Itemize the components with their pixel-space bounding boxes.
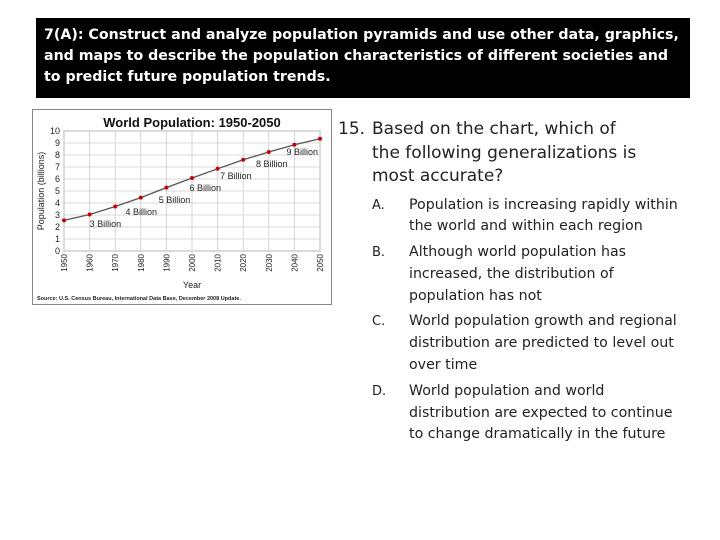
y-tick-label: 0 [54,246,60,256]
chart-canvas [33,110,331,304]
x-tick-label: 2020 [239,254,249,272]
population-point [267,150,271,154]
y-tick-label: 4 [54,198,60,208]
y-tick-label: 9 [54,138,60,148]
answer-option-c[interactable] [338,311,688,376]
y-tick-label: 7 [54,162,60,172]
y-tick-label: 6 [54,174,60,184]
y-tick-label: 10 [49,126,60,136]
standard-banner [36,18,690,98]
x-tick-label: 2040 [290,254,300,272]
chart-title: World Population: 1950-2050 [103,115,281,130]
option-letter: B. [372,245,386,261]
population-point [88,213,92,217]
milestone-label: 6 Billion [189,183,221,193]
question-block [338,118,688,450]
x-tick-label: 1960 [85,254,95,272]
milestone-label: 9 Billion [286,147,318,157]
population-point [139,196,143,200]
answer-options [338,195,688,447]
milestone-label: 3 Billion [89,219,122,229]
option-text: Although world population has increased, the distribution of population has not [409,244,627,304]
option-text: World population and world distribution are expected to continue to change dramatically in the future [409,382,673,443]
option-text: Population is increasing rapidly within the world and within each region [409,196,678,235]
x-tick-label: 1970 [111,254,121,272]
question-stem [338,118,688,189]
question-text: Based on the chart, which of the following generalizations is most accurate? [372,119,637,186]
x-tick-label: 2030 [264,253,274,272]
x-tick-label: 2050 [316,254,325,272]
answer-option-b[interactable] [338,242,688,307]
population-point [113,204,117,208]
y-tick-label: 1 [54,234,60,244]
population-point [318,137,322,141]
chart-x-axis-label: Year [182,280,202,290]
population-chart [32,109,332,305]
population-point [216,167,220,171]
option-letter: C. [372,314,386,330]
option-letter: A. [372,197,385,213]
population-point [62,218,66,222]
chart-y-axis-label: Population (billions) [36,151,46,231]
x-tick-label: 1990 [162,254,172,272]
standard-text: 7(A): Construct and analyze population pyramids and use other data, graphics, and maps to describe the population characteristics of different societies and to predict future population trends. [44,27,679,85]
y-tick-label: 5 [54,186,60,196]
milestone-label: 5 Billion [158,195,191,205]
milestone-label: 4 Billion [125,207,157,217]
option-text: World population growth and regional distribution are predicted to level out over time [409,313,677,374]
option-letter: D. [372,383,387,399]
population-point [190,176,194,180]
answer-option-d[interactable] [338,381,688,446]
y-tick-label: 8 [54,150,60,160]
y-tick-label: 3 [54,210,60,220]
question-number: 15. [338,119,366,139]
population-point [164,186,168,190]
x-tick-label: 2000 [188,254,197,272]
y-tick-label: 2 [54,222,60,232]
x-tick-label: 1980 [136,254,146,272]
milestone-label: 8 Billion [256,159,288,169]
milestone-label: 7 Billion [220,171,252,181]
x-tick-label: 1950 [60,254,69,272]
x-tick-label: 2010 [213,254,223,272]
population-point [241,158,245,162]
answer-option-a[interactable] [338,195,688,239]
chart-source-note: Source: U.S. Census Bureau, International Data Base, December 2008 Update. [37,296,241,302]
